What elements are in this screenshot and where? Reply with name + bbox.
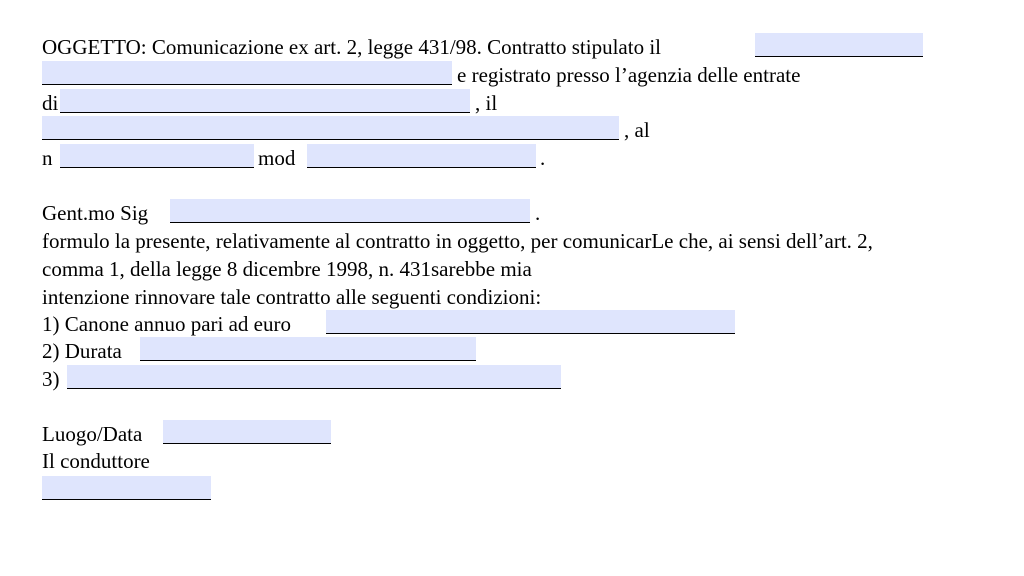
contract-place-field[interactable] xyxy=(42,61,452,85)
number-label: n xyxy=(42,146,53,170)
body-line-3: intenzione rinnovare tale contratto alle seguenti condizioni: xyxy=(42,285,542,309)
agency-prefix: di xyxy=(42,91,59,115)
registration-date-field[interactable] xyxy=(42,116,619,140)
tenant-label: Il conduttore xyxy=(42,449,150,473)
condition-1-label: 1) Canone annuo pari ad euro xyxy=(42,312,291,336)
place-date-field[interactable] xyxy=(163,420,331,444)
line-end-dot: . xyxy=(540,146,546,170)
subject-line: OGGETTO: Comunicazione ex art. 2, legge 431/98. Contratto stipulato il xyxy=(42,35,661,59)
condition-3-label: 3) xyxy=(42,367,60,391)
model-field[interactable] xyxy=(307,144,536,168)
mod-label: mod xyxy=(258,146,296,170)
duration-field[interactable] xyxy=(140,337,476,361)
greeting-end-dot: . xyxy=(535,201,541,225)
registration-text: e registrato presso l’agenzia delle entrate xyxy=(457,63,801,87)
date-comma-label: , il xyxy=(475,91,498,115)
condition-2-label: 2) Durata xyxy=(42,339,122,363)
sig-name-field[interactable] xyxy=(170,199,530,223)
al-label: , al xyxy=(624,118,650,142)
contract-date-field[interactable] xyxy=(755,33,923,57)
tenant-signature-field[interactable] xyxy=(42,476,211,500)
condition-3-field[interactable] xyxy=(67,365,561,389)
place-date-label: Luogo/Data xyxy=(42,422,143,446)
agency-location-field[interactable] xyxy=(60,89,470,113)
annual-rent-field[interactable] xyxy=(326,310,735,334)
greeting-label: Gent.mo Sig xyxy=(42,201,149,225)
registration-number-field[interactable] xyxy=(60,144,254,168)
body-line-2: comma 1, della legge 8 dicembre 1998, n. 431sarebbe mia xyxy=(42,257,532,281)
body-line-1: formulo la presente, relativamente al contratto in oggetto, per comunicarLe che, ai sensi dell’art. 2, xyxy=(42,229,873,253)
